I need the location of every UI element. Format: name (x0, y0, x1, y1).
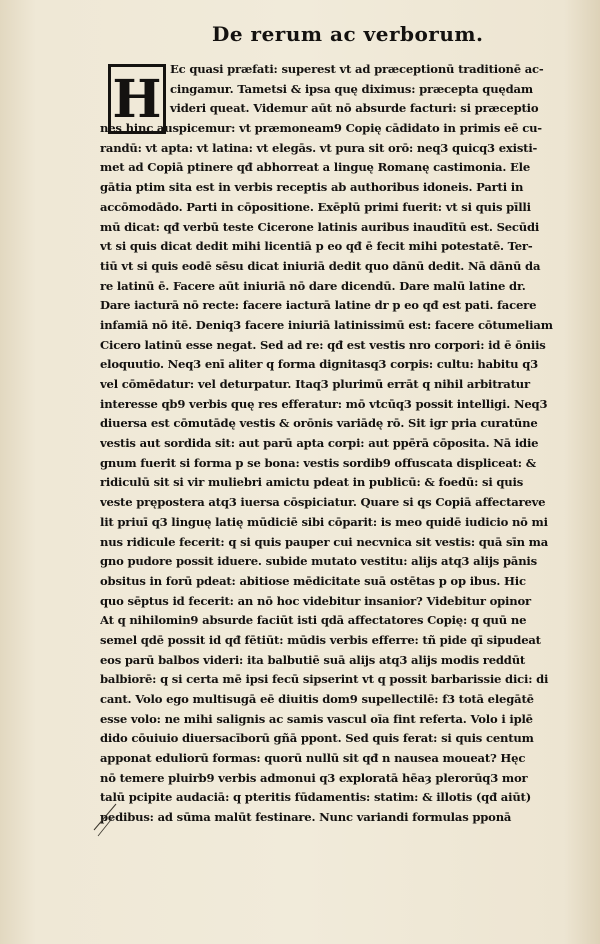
text-line: At q nihilomin9 absurde faciūt isti qdā affectatores Copię: q quū ne (100, 613, 527, 628)
margin-pen-marks (88, 800, 118, 840)
text-line: cant. Volo ego multisugā eē diuitis dom9 supellectilē: f3 totā elegātē (100, 692, 534, 706)
text-line: interesse qb9 verbis quę res efferatur: mō vtcūq3 possit intelligi. Neq3 (100, 396, 548, 411)
text-line: Dare iacturā nō recte: facere iacturā latine dr p eo qđ est pati. facere (100, 298, 537, 313)
text-line: Cicero latinū esse negat. Sed ad re: qđ est vestis nro corpori: id ē ōniis (100, 337, 546, 352)
text-line: mū dicat: qđ verbū teste Cicerone latinis auribus inaudītū est. Secūdi (100, 219, 540, 234)
text-line: cingamur. Tametsi & ipsa quę diximus: præcepta quędam (170, 81, 533, 96)
text-line: gno pudore possit iduere. subide mutato vestitu: alijs atq3 alijs pānis (100, 554, 537, 569)
text-line: apponat eduliorū formas: quorū nullū sit qđ n nausea moueat? Hęc (100, 751, 526, 766)
text-line: videri queat. Videmur aūt nō absurde facturi: si præceptio (170, 101, 539, 116)
text-line: nus ridicule fecerit: q si quis pauper cui necvnica sit vestis: quā sīn ma (100, 534, 549, 549)
text-line: balbiorē: q si certa mē ipsi fecū sipserint vt q possit barbarissie dici: di (100, 672, 549, 687)
text-line: dido cōuiuio diuersacīborū gñā ppont. Sed quis ferat: si quis centum (100, 731, 534, 746)
decorated-initial: H (108, 64, 166, 134)
text-line: quo sēptus id fecerit: an nō hoc videbitur insanior? Videbitur opinor (100, 593, 531, 608)
text-line: talū pcipite audaciā: q pteritis fūdamentis: statim: & illotis (qđ aiūt) (100, 790, 531, 805)
text-line: diuersa est cōmutādę vestis & orōnis variādę rō. Sit igr pria curatūne (100, 416, 538, 431)
text-line: nō temere pluirb9 verbis admonui q3 exploratā hēaȝ plerorūq3 mor (100, 770, 528, 785)
text-line: infamiā nō itē. Deniq3 facere iniuriā latinissimū est: facere cōtumeliam (100, 317, 553, 332)
text-line: gātia ptim sita est in verbis receptis ab authoribus idoneis. Parti in (100, 180, 524, 195)
text-line: vel cōmēdatur: vel deturpatur. Itaq3 plurimū errāt q nihil arbitratur (100, 377, 530, 391)
text-line: eloquutio. Neq3 enī aliter q forma dignitasq3 corpis: cultu: habitu q3 (100, 357, 539, 372)
text-line: gnum fuerit si forma p se bona: vestis sordib9 offuscata displiceat: & (100, 455, 536, 470)
text-line: obsitus in forū pdeat: abitiose mēdicitate suā ostētas p op ibus. Hic (100, 573, 526, 588)
text-line: vestis aut sordida sit: aut parū apta corpi: aut ppērā cōposita. Nā idie (100, 436, 539, 451)
text-block (100, 60, 588, 828)
text-line: vt si quis dicat dedit mihi licentiā p eo qđ ē fecit mihi potestatē. Ter- (100, 239, 533, 254)
text-line: pedibus: ad sūma malūt festinare. Nunc variandi formulas pponā (100, 810, 512, 825)
text-line: lit priuī q3 linguę latię mūdiciē sibi cōparit: is meo quidē iudicio nō mi (100, 514, 548, 529)
text-line: re latinū ē. Facere aūt iniuriā nō dare dicendū. Dare malū latine dr. (100, 278, 526, 293)
text-line: esse volo: ne mihi salignis ac samis vascul oīa fint referta. Volo i iplē (100, 711, 533, 726)
text-line: veste prępostera atq3 iuersa cōspiciatur. Quare si qs Copiā affectareve (100, 495, 546, 510)
text-line: Ec quasi præfati: superest vt ad præceptionū traditionē ac- (170, 62, 544, 76)
text-line: ridiculū sit si vir muliebri amictu pdeat in publicū: & foedū: si quis (100, 475, 524, 490)
text-line: met ad Copiā ptinere qđ abhorreat a linguę Romanę castimonia. Ele (100, 160, 531, 175)
text-line: nes hinc auspicemur: vt præmoneam9 Copię cādidato in primis eē cu- (100, 121, 542, 136)
page-heading: De rerum ac verborum. (212, 22, 484, 46)
text-line: eos parū balbos videri: ita balbutiē suā alijs atq3 alijs modis reddūt (100, 652, 526, 667)
text-line: semel qdē possit id qđ fētiūt: mūdis verbis efferre: tñ pide qī sipudeat (100, 632, 541, 647)
text-line: accōmodādo. Parti in cōpositione. Exēplū primi fuerit: vt si quis pīlli (100, 199, 531, 214)
text-line: tiū vt si quis eodē sēsu dicat iniuriā dedit quo dānū dedit. Nā dānū da (100, 258, 541, 273)
text-line: randū: vt apta: vt latina: vt elegās. vt pura sit orō: neq3 quicq3 existi- (100, 140, 538, 155)
